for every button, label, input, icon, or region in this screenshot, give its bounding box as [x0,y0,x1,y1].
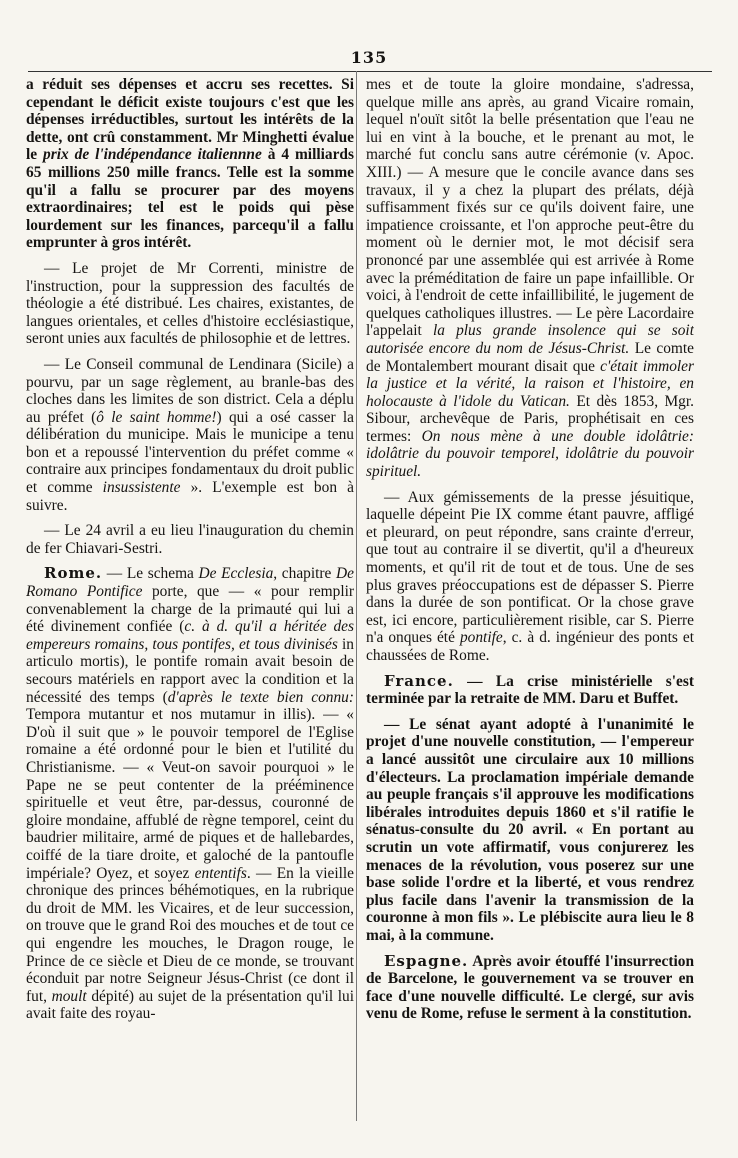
text: Tempora mutantur et nos mutamur in illis). — « D'où il suit que » le pouvoir temporel de l'Eglise romaine a été ordonné pour le bien et l'utilité du Christianisme. — « Veut-on savoir pourquoi » le Pape ne se peut contenter de la prééminence spirituelle et veut être, par-dessus, couronné de gloire mondaine, affublé de règne temporel, ceint du baudrier militaire, armé de piques et de hallebardes, coiffé de la tiare droite, et galoché de la pantoufle impériale? Oyez, et soyez [26,706,354,882]
paragraph [26,260,354,348]
header-rule [28,71,712,72]
text: — Le Conseil communal de Lendinara (Sicile) a pourvu, par un sage règlement, au branle-bas des cloches dans les limites de son district. Cela a déplu au préfet ( [26,355,354,426]
paragraph [26,76,354,252]
column-separator [356,71,357,1121]
text: ». L'exemple est bon à suivre. [26,479,354,514]
section-espagne [366,953,694,1023]
text: a réduit ses dépenses et accru ses recettes. Si cependant le déficit existe toujours c'est que les dépenses irréductibles, surtout les intérêts de la dette, ont crû constamment. Mr Minghetti évalue le [26,76,354,164]
section-rome [26,565,354,1022]
italic-text: prix de l'indépendance italiennne [43,146,262,164]
paragraph [366,489,694,665]
italic-text: De Ecclesia [198,565,274,583]
page-number: 135 [350,48,388,67]
text: — Aux gémissements de la presse jésuitique, laquelle dépeint Pie IX comme étant pauvre, affligé et pleurard, on peut répondre, sans crainte d'erreur, que tout au contraire il se divertit, qu'il a d'heureux moments, et qu'il rit de tout et de tous. Une de ses plus graves préoccupations est de dépasser S. Pierre dans la durée de son pontificat. Or la chose grave est, ici encore, particulièrement risible, car S. Pierre n'a onques été [366,488,694,647]
italic-text: De Romano Pontifice [26,565,354,601]
text: — Le sénat ayant adopté à l'unanimité le projet d'une nouvelle constitution, — l'empereur a lancé aussitôt une circulaire aux 10 millions d'électeurs. La proclamation impériale demande au peuple français s'il approuve les modifications libérales introduites depuis 1860 et s'il ratifie le sénatus-consulte du 20 avril. « En portant au scrutin un vote affirmatif, vous conjurerez les menaces de la révolution, vous poserez sur une base solide l'ordre et la liberté, et vous rendrez plus facile dans l'avenir la transmission de la couronne à mon fils ». Le plébiscite aura lieu le 8 mai, à la commune. [366,715,694,944]
paragraph [366,76,694,481]
italic-text: c'était immoler la justice et la vérité, la raison et l'histoire, en holocauste à l'idole du Vatican. [366,357,694,410]
section-heading: Rome. [44,564,103,583]
text: dépité) au sujet de la présentation qu'il lui avait faite des royau- [26,987,354,1023]
text: Le comte de Montalembert mourant disait que [366,339,694,375]
section-france [366,673,694,708]
italic-text: moult [51,987,87,1005]
text: mes et de toute la gloire mondaine, s'adressa, quelque mille ans après, au grand Vicaire romain, lequel n'ouït sitôt la belle présentation que l'eau ne lui en vint à la bouche, et le prenant au mot, le marché fut conclu sans autre cérémonie (v. Apoc. XIII.) — A mesure que le concile avance dans ses travaux, il y a chez la plupart des prélats, déjà suffisamment fixés sur ce qu'ils doivent faire, une impatience croissante, et l'on approche peut-être du moment où le dernier mot, le mot décisif sera prononcé par une assemblée qui est arrivée à Rome avec la préméditation de faire un pape infaillible. Or voici, à l'endroit de cette infaillibilité, le jugement de quelques catholiques illustres. — Le père Lacordaire l'appelait [366,76,694,340]
paragraph [26,522,354,557]
section-heading: Espagne. [384,951,469,970]
text: — Le schema [106,565,194,583]
italic-text: ententifs [194,864,247,882]
paragraph [26,356,354,514]
text: ) qui a osé casser la délibération du municipe. Mais le municipe a tenu bon et a repoussé l'intervention du préfet comme « contraire aux principes fondamentaux du droit public et comme [26,408,354,497]
text: Et dès 1853, Mgr. Sibour, archevêque de Paris, prophétisait en ces termes: [366,392,694,445]
italic-text: pontife [459,629,503,647]
italic-text: d'après le texte bien connu: [167,688,354,706]
italic-text: ô le saint homme! [96,408,217,426]
italic-text: insussistente [102,479,181,497]
text: porte, que — « pour remplir convenablement la charge de la primauté qui lui a été divinement confiée ( [26,583,354,636]
section-heading: France. [384,671,454,690]
text: . — En la vieille chronique des princes béhémotiques, en la rubrique du droit de MM. les Vicaires, et de leur succession, on trouve que le grand Roi des mouches et de tout ce qui engendre les mouches, le Dragon rouge, le Prince de ce siècle et Dieu de ce monde, se trouvant éconduit par notre Seigneur Jésus-Christ (ce dont il fut, [26,864,354,1005]
text: à 4 milliards 65 millions 250 mille francs. Telle est la somme qu'il a fallu se procurer par des moyens extraordinaires; tel est le poids qui pèse lourdement sur les finances, parcequ'il a fallu emprunter à gros intérêt. [26,146,354,252]
text: , chapitre [273,565,332,583]
italic-text: la plus grande insolence qui se soit autorisée encore du nom de Jésus-Christ. [366,322,694,357]
right-column [366,76,694,1116]
text: — Le projet de Mr Correnti, ministre de l'instruction, pour la suppression des facultés de théologie a été distribué. Les chaires, existantes, de langues orientales, et celles d'histoire ecclésiastique, seront unies aux facultés de philosophie et de lettres. [26,259,354,348]
paragraph [366,716,694,945]
text: in articulo mortis), le pontife romain avait besoin de secours matériels en rapport avec la condition et la nécessité des temps ( [26,635,354,706]
text: — La crise ministérielle s'est terminée par la retraite de MM. Daru et Buffet. [366,672,694,708]
italic-text: On nous mène à une double idolâtrie: idolâtrie du pouvoir temporel, idolâtrie du pouvoir spirituel. [366,427,694,481]
text: , c. à d. ingénieur des ponts et chaussées de Rome. [366,629,694,664]
text: Après avoir étouffé l'insurrection de Barcelone, le gouvernement va se trouver en face d'une nouvelle difficulté. Le clergé, sur avis venu de Rome, refuse le serment à la constitution. [366,952,694,1023]
left-column [26,76,354,1116]
italic-text: c. à d. qu'il a héritée des empereurs romains, tous pontifes, et tous divinisés [26,618,354,653]
text: — Le 24 avril a eu lieu l'inauguration du chemin de fer Chiavari-Sestri. [26,522,354,557]
